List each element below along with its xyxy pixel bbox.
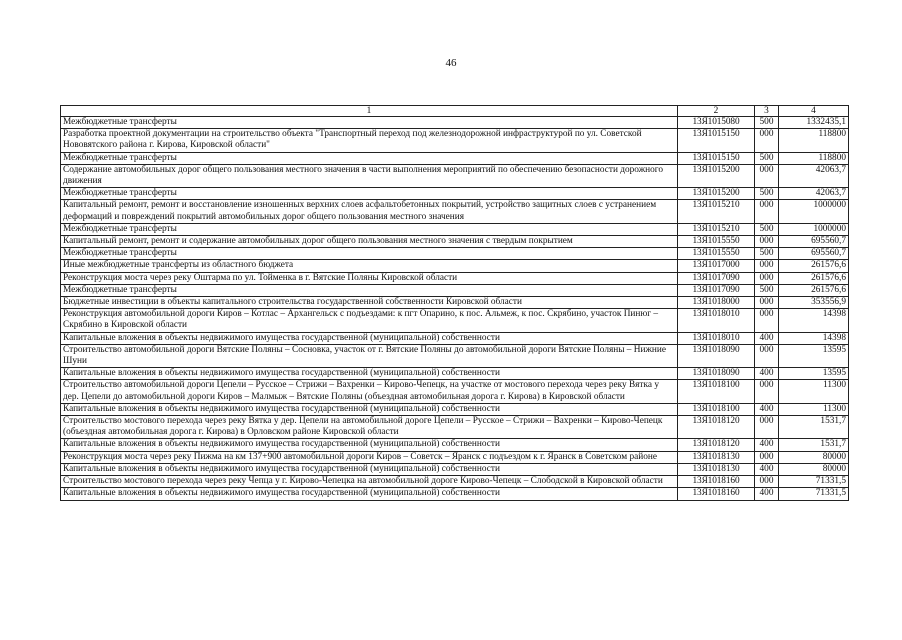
table-row <box>61 200 849 223</box>
amount-cell: 1000000 <box>779 223 849 235</box>
expense-type-cell: 400 <box>755 488 779 500</box>
item-name-cell: Реконструкция моста через реку Оштарма по ул. Тойменка в г. Вятские Поляны Кировской области <box>61 272 678 284</box>
expense-type-cell: 000 <box>755 309 779 332</box>
amount-cell: 695560,7 <box>779 236 849 248</box>
item-name-cell: Капитальные вложения в объекты недвижимого имущества государственной (муниципальной) собственности <box>61 463 678 475</box>
expense-type-cell: 500 <box>755 188 779 200</box>
table-row <box>61 380 849 403</box>
item-name-cell: Межбюджетные трансферты <box>61 188 678 200</box>
amount-cell: 118800 <box>779 152 849 164</box>
item-name-cell: Капитальные вложения в объекты недвижимого имущества государственной (муниципальной) собственности <box>61 368 678 380</box>
amount-cell: 261576,6 <box>779 260 849 272</box>
table-row <box>61 260 849 272</box>
amount-cell: 80000 <box>779 451 849 463</box>
target-code-cell: 13Я1018130 <box>678 451 755 463</box>
table-row <box>61 403 849 415</box>
expense-type-cell: 000 <box>755 200 779 223</box>
target-code-cell: 13Я1015550 <box>678 236 755 248</box>
amount-cell: 13595 <box>779 368 849 380</box>
expense-type-cell: 400 <box>755 403 779 415</box>
expense-type-cell: 400 <box>755 332 779 344</box>
table-row <box>61 368 849 380</box>
table-row <box>61 451 849 463</box>
item-name-cell: Реконструкция автомобильной дороги Киров – Котлас – Архангельск с подъездами: к пгт Опарино, к пос. Альмеж, к пос. Скрябино, участок Пинюг – Скрябино в Кировской области <box>61 309 678 332</box>
amount-cell: 1531,7 <box>779 416 849 439</box>
table-row <box>61 488 849 500</box>
target-code-cell: 13Я1018160 <box>678 488 755 500</box>
table-row <box>61 129 849 152</box>
target-code-cell: 13Я1015200 <box>678 188 755 200</box>
item-name-cell: Капитальные вложения в объекты недвижимого имущества государственной (муниципальной) собственности <box>61 403 678 415</box>
target-code-cell: 13Я1018130 <box>678 463 755 475</box>
amount-cell: 1531,7 <box>779 439 849 451</box>
expense-type-cell: 000 <box>755 297 779 309</box>
target-code-cell: 13Я1018010 <box>678 309 755 332</box>
target-code-cell: 13Я1018100 <box>678 380 755 403</box>
target-code-cell: 13Я1018120 <box>678 439 755 451</box>
amount-cell: 11300 <box>779 380 849 403</box>
item-name-cell: Межбюджетные трансферты <box>61 248 678 260</box>
table-row <box>61 416 849 439</box>
expense-type-cell: 000 <box>755 344 779 367</box>
target-code-cell: 13Я1017090 <box>678 272 755 284</box>
target-code-cell: 13Я1015200 <box>678 164 755 187</box>
amount-cell: 42063,7 <box>779 188 849 200</box>
table-row <box>61 117 849 129</box>
target-code-cell: 13Я1017000 <box>678 260 755 272</box>
budget-table-body <box>61 106 849 501</box>
target-code-cell: 13Я1018010 <box>678 332 755 344</box>
expense-type-cell: 000 <box>755 164 779 187</box>
amount-cell: 13595 <box>779 344 849 367</box>
expense-type-cell: 500 <box>755 152 779 164</box>
column-header: 3 <box>755 106 779 117</box>
item-name-cell: Капитальный ремонт, ремонт и содержание автомобильных дорог общего пользования местного значения с твердым покрытием <box>61 236 678 248</box>
item-name-cell: Реконструкция моста через реку Пижма на км 137+900 автомобильной дороги Киров – Советск – Яранск с подъездом к г. Яранск в Советском районе <box>61 451 678 463</box>
table-row <box>61 164 849 187</box>
expense-type-cell: 000 <box>755 260 779 272</box>
amount-cell: 695560,7 <box>779 248 849 260</box>
amount-cell: 80000 <box>779 463 849 475</box>
amount-cell: 71331,5 <box>779 488 849 500</box>
target-code-cell: 13Я1018120 <box>678 416 755 439</box>
table-row <box>61 236 849 248</box>
item-name-cell: Капитальные вложения в объекты недвижимого имущества государственной (муниципальной) собственности <box>61 488 678 500</box>
table-row <box>61 223 849 235</box>
expense-type-cell: 400 <box>755 368 779 380</box>
table-row <box>61 188 849 200</box>
budget-table <box>60 105 849 501</box>
item-name-cell: Строительство автомобильной дороги Цепели – Русское – Стрижи – Вахренки – Кирово-Чепецк, на участке от мостового перехода через реку Вятка у дер. Цепели до автомобильной дороги Киров – Малмыж – Вятские Поляны (объездная автомобильная дорога г. Кирова) в Кировской области <box>61 380 678 403</box>
target-code-cell: 13Я1018000 <box>678 297 755 309</box>
item-name-cell: Разработка проектной документации на строительство объекта "Транспортный переход под железнодорожной инфраструктурой по ул. Советской Нововятского района г. Кирова, Кировской области" <box>61 129 678 152</box>
target-code-cell: 13Я1015080 <box>678 117 755 129</box>
amount-cell: 11300 <box>779 403 849 415</box>
table-row <box>61 297 849 309</box>
amount-cell: 14398 <box>779 309 849 332</box>
amount-cell: 261576,6 <box>779 284 849 296</box>
target-code-cell: 13Я1015210 <box>678 223 755 235</box>
item-name-cell: Строительство мостового перехода через реку Чепца у г. Кирово-Чепецка на автомобильной дороге Кирово-Чепецк – Слободской в Кировской области <box>61 476 678 488</box>
item-name-cell: Капитальные вложения в объекты недвижимого имущества государственной (муниципальной) собственности <box>61 439 678 451</box>
item-name-cell: Межбюджетные трансферты <box>61 284 678 296</box>
table-row <box>61 476 849 488</box>
expense-type-cell: 000 <box>755 476 779 488</box>
column-header: 4 <box>779 106 849 117</box>
expense-type-cell: 500 <box>755 248 779 260</box>
target-code-cell: 13Я1015550 <box>678 248 755 260</box>
item-name-cell: Капитальный ремонт, ремонт и восстановление изношенных верхних слоев асфальтобетонных покрытий, устройство защитных слоев с устранением деформаций и повреждений покрытий автомобильных дорог общего пользования местного значения <box>61 200 678 223</box>
expense-type-cell: 500 <box>755 284 779 296</box>
target-code-cell: 13Я1018160 <box>678 476 755 488</box>
table-row <box>61 439 849 451</box>
amount-cell: 261576,6 <box>779 272 849 284</box>
target-code-cell: 13Я1015210 <box>678 200 755 223</box>
expense-type-cell: 000 <box>755 380 779 403</box>
amount-cell: 14398 <box>779 332 849 344</box>
item-name-cell: Бюджетные инвестиции в объекты капитального строительства государственной собственности Кировской области <box>61 297 678 309</box>
table-row <box>61 248 849 260</box>
table-row <box>61 463 849 475</box>
table-row <box>61 272 849 284</box>
item-name-cell: Строительство мостового перехода через реку Вятка у дер. Цепели на автомобильной дороге Цепели – Русское – Стрижи – Вахренки – Кирово-Чепецк (объездная автомобильная дорога г. Кирова) в Орловском районе Кировской области <box>61 416 678 439</box>
expense-type-cell: 000 <box>755 416 779 439</box>
amount-cell: 71331,5 <box>779 476 849 488</box>
item-name-cell: Содержание автомобильных дорог общего пользования местного значения в части выполнения мероприятий по обеспечению безопасности дорожного движения <box>61 164 678 187</box>
item-name-cell: Капитальные вложения в объекты недвижимого имущества государственной (муниципальной) собственности <box>61 332 678 344</box>
target-code-cell: 13Я1017090 <box>678 284 755 296</box>
amount-cell: 1332435,1 <box>779 117 849 129</box>
item-name-cell: Межбюджетные трансферты <box>61 223 678 235</box>
expense-type-cell: 400 <box>755 463 779 475</box>
expense-type-cell: 000 <box>755 272 779 284</box>
item-name-cell: Строительство автомобильной дороги Вятские Поляны – Сосновка, участок от г. Вятские Поляны до автомобильной дороги Вятские Поляны – Нижние Шуни <box>61 344 678 367</box>
expense-type-cell: 000 <box>755 451 779 463</box>
item-name-cell: Межбюджетные трансферты <box>61 117 678 129</box>
table-row <box>61 332 849 344</box>
expense-type-cell: 000 <box>755 236 779 248</box>
amount-cell: 118800 <box>779 129 849 152</box>
expense-type-cell: 000 <box>755 129 779 152</box>
target-code-cell: 13Я1015150 <box>678 152 755 164</box>
target-code-cell: 13Я1018100 <box>678 403 755 415</box>
target-code-cell: 13Я1018090 <box>678 344 755 367</box>
column-header: 2 <box>678 106 755 117</box>
table-row <box>61 344 849 367</box>
table-row <box>61 309 849 332</box>
table-header-row <box>61 106 849 117</box>
expense-type-cell: 500 <box>755 223 779 235</box>
expense-type-cell: 500 <box>755 117 779 129</box>
item-name-cell: Иные межбюджетные трансферты из областного бюджета <box>61 260 678 272</box>
target-code-cell: 13Я1015150 <box>678 129 755 152</box>
amount-cell: 1000000 <box>779 200 849 223</box>
page-number: 46 <box>445 57 457 69</box>
amount-cell: 42063,7 <box>779 164 849 187</box>
table-row <box>61 152 849 164</box>
target-code-cell: 13Я1018090 <box>678 368 755 380</box>
table-row <box>61 284 849 296</box>
expense-type-cell: 400 <box>755 439 779 451</box>
amount-cell: 353556,9 <box>779 297 849 309</box>
column-header: 1 <box>61 106 678 117</box>
item-name-cell: Межбюджетные трансферты <box>61 152 678 164</box>
